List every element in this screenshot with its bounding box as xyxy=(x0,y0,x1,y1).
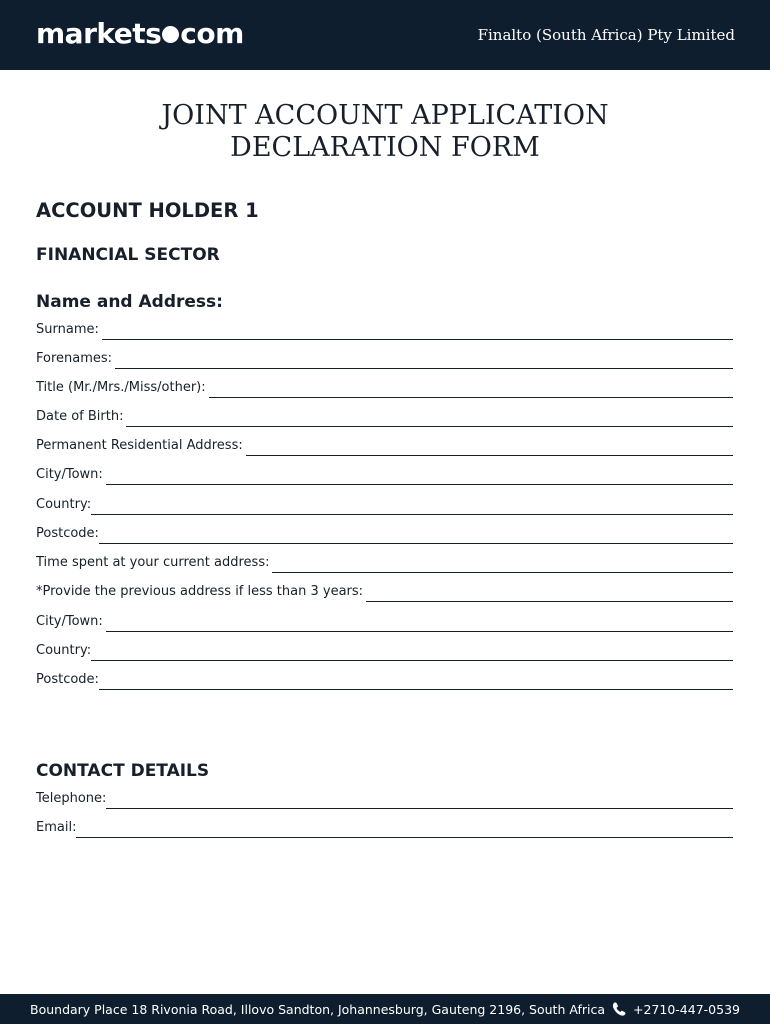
surname-field xyxy=(36,320,733,340)
dob-label: Date of Birth: xyxy=(36,409,124,424)
logo-text-right: com xyxy=(180,16,244,50)
postcode-field xyxy=(36,524,733,544)
address-label: Permanent Residential Address: xyxy=(36,438,243,453)
city-label: City/Town: xyxy=(36,467,103,482)
previous-address-label: *Provide the previous address if less than 3 years: xyxy=(36,584,364,599)
previous-country-input[interactable] xyxy=(91,646,733,661)
country-label: Country: xyxy=(36,497,92,512)
surname-label: Surname: xyxy=(36,322,99,337)
address-field xyxy=(36,436,733,456)
country-field xyxy=(36,495,733,515)
previous-postcode-input[interactable] xyxy=(99,675,733,690)
title-input[interactable] xyxy=(209,383,733,398)
previous-city-field xyxy=(36,612,733,632)
email-label: Email: xyxy=(36,820,77,835)
postcode-input[interactable] xyxy=(99,529,733,544)
header-bar xyxy=(0,0,770,70)
contact-details-heading: CONTACT DETAILS xyxy=(36,761,210,781)
country-input[interactable] xyxy=(91,500,733,515)
time-spent-field xyxy=(36,553,733,573)
telephone-label: Telephone: xyxy=(36,791,107,806)
form-title-line-2: DECLARATION FORM xyxy=(230,132,540,163)
previous-city-input[interactable] xyxy=(106,617,733,632)
footer-address: Boundary Place 18 Rivonia Road, Illovo Sandton, Johannesburg, Gauteng 2196, South Africa xyxy=(30,1001,605,1017)
city-input[interactable] xyxy=(106,470,733,485)
previous-country-label: Country: xyxy=(36,643,92,658)
previous-city-label: City/Town: xyxy=(36,614,103,629)
financial-sector-heading: FINANCIAL SECTOR xyxy=(36,245,220,265)
surname-input[interactable] xyxy=(102,325,733,340)
telephone-field xyxy=(36,789,733,809)
dob-field xyxy=(36,407,733,427)
address-input[interactable] xyxy=(246,441,733,456)
markets-com-logo xyxy=(36,15,244,51)
form-title-line-1: JOINT ACCOUNT APPLICATION xyxy=(161,100,609,131)
email-field xyxy=(36,818,733,838)
previous-address-input[interactable] xyxy=(366,587,733,602)
time-spent-input[interactable] xyxy=(272,558,733,573)
footer-bar xyxy=(0,994,770,1024)
form-title xyxy=(0,100,770,164)
telephone-input[interactable] xyxy=(106,794,733,809)
previous-country-field xyxy=(36,641,733,661)
time-spent-label: Time spent at your current address: xyxy=(36,555,270,570)
account-holder-heading: ACCOUNT HOLDER 1 xyxy=(36,199,259,222)
postcode-label: Postcode: xyxy=(36,526,99,541)
title-field xyxy=(36,378,733,398)
dob-input[interactable] xyxy=(126,412,733,427)
previous-postcode-field xyxy=(36,670,733,690)
company-name: Finalto (South Africa) Pty Limited xyxy=(477,26,735,44)
forenames-input[interactable] xyxy=(115,354,733,369)
forenames-label: Forenames: xyxy=(36,351,113,366)
footer-phone: +2710-447-0539 xyxy=(633,1001,740,1017)
email-input[interactable] xyxy=(76,823,733,838)
forenames-field xyxy=(36,349,733,369)
city-field xyxy=(36,465,733,485)
title-label: Title (Mr./Mrs./Miss/other): xyxy=(36,380,206,395)
logo-dot-icon xyxy=(162,26,179,43)
phone-icon xyxy=(611,1001,627,1017)
previous-address-field xyxy=(36,582,733,602)
name-address-heading: Name and Address: xyxy=(36,292,223,312)
previous-postcode-label: Postcode: xyxy=(36,672,99,687)
logo-text-left: markets xyxy=(36,16,162,50)
